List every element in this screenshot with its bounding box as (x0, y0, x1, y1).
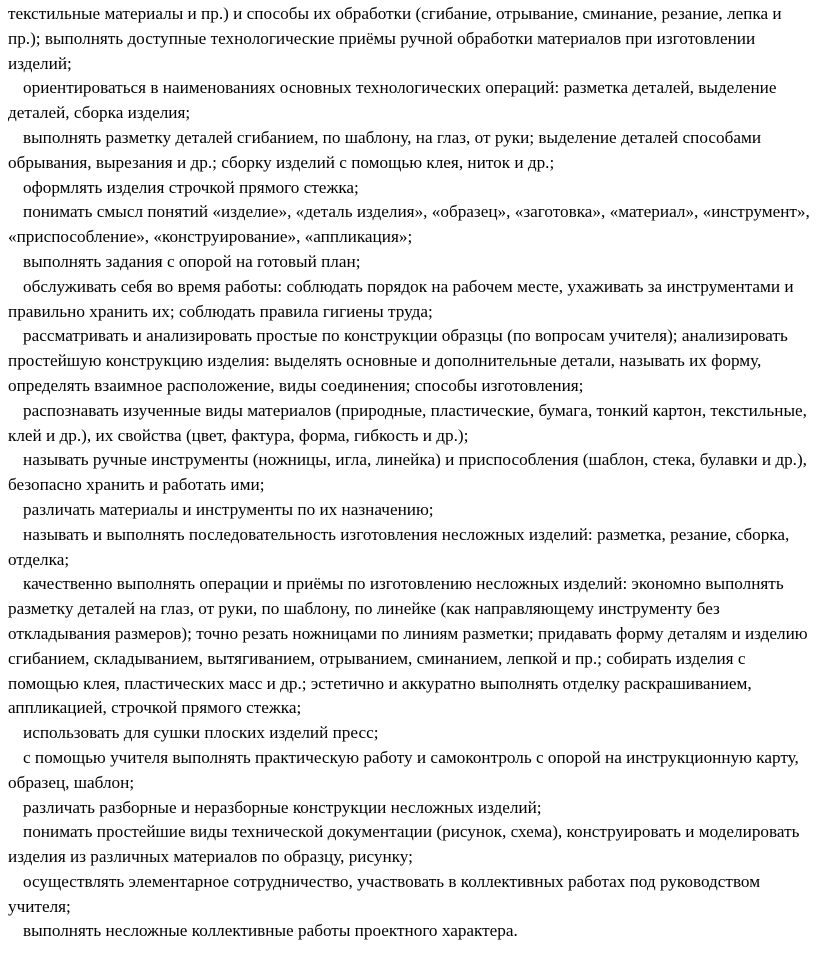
paragraph-practical-work: с помощью учителя выполнять практическую работу и самоконтроль с опорой на инструкционную карту, образец, шаблон; (8, 747, 799, 792)
paragraph-continuation: текстильные материалы и пр.) и способы их обработки (сгибание, отрывание, сминание, резание, лепка и пр.); выполнять доступные технологические приёмы ручной обработки материалов при изготовлении изделий; (8, 4, 782, 73)
paragraph-hand-tools: называть ручные инструменты (ножницы, игла, линейка) и приспособления (шаблон, стека, булавки и др.), безопасно хранить и работать ими; (8, 450, 807, 495)
paragraph-straight-stitch: оформлять изделия строчкой прямого стежка; (23, 177, 359, 197)
paragraph-collective-projects: выполнять несложные коллективные работы проектного характера. (23, 921, 518, 941)
paragraph-concepts: понимать смысл понятий «изделие», «деталь изделия», «образец», «заготовка», «материал», «инструмент», «приспособление», «конструирование», «аппликация»; (8, 202, 810, 247)
paragraph-technical-documentation: понимать простейшие виды технической документации (рисунок, схема), конструировать и моделировать изделия из различных материалов по образцу, рисунку; (8, 822, 800, 867)
paragraph-quality-operations: качественно выполнять операции и приёмы по изготовлению несложных изделий: экономно выполнять разметку деталей на глаз, от руки, по шаблону, по линейке (как направляющему инструменту без откладывания размеров); точно резать ножницами по линиям разметки; придавать форму деталям и изделию сгибанием, складыванием, вытягиванием, отрыванием, сминанием, лепкой и пр.; собирать изделия с помощью клея, пластических масс и др.; эстетично и аккуратно выполнять отделку раскрашиванием, аппликацией, строчкой прямого стежка; (8, 574, 808, 718)
paragraph-technological-operations: ориентироваться в наименованиях основных технологических операций: разметка деталей, выделение деталей, сборка изделия; (8, 78, 777, 123)
paragraph-constructions: различать разборные и неразборные конструкции несложных изделий; (23, 797, 542, 817)
paragraph-recognize-materials: распознавать изученные виды материалов (природные, пластические, бумага, тонкий картон, текстильные, клей и др.), их свойства (цвет, фактура, форма, гибкость и др.); (8, 400, 807, 445)
paragraph-distinguish-materials: различать материалы и инструменты по их назначению; (23, 499, 434, 519)
paragraph-marking-details: выполнять разметку деталей сгибанием, по шаблону, на глаз, от руки; выделение деталей способами обрывания, вырезания и др.; сборку изделий с помощью клея, ниток и др.; (8, 127, 762, 172)
paragraph-analyze-samples: рассматривать и анализировать простые по конструкции образцы (по вопросам учителя); анализировать простейшую конструкцию изделия: выделять основные и дополнительные детали, называть их форму, определять взаимное расположение, виды соединения; способы изготовления; (8, 326, 788, 395)
paragraph-self-service: обслуживать себя во время работы: соблюдать порядок на рабочем месте, ухаживать за инструментами и правильно хранить их; соблюдать правила гигиены труда; (8, 276, 794, 321)
paragraph-ready-plan: выполнять задания с опорой на готовый план; (23, 251, 361, 271)
paragraph-manufacturing-sequence: называть и выполнять последовательность изготовления несложных изделий: разметка, резание, сборка, отделка; (8, 524, 790, 569)
paragraph-cooperation: осуществлять элементарное сотрудничество, участвовать в коллективных работах под руководством учителя; (8, 871, 761, 916)
paragraph-press-drying: использовать для сушки плоских изделий пресс; (23, 723, 379, 743)
